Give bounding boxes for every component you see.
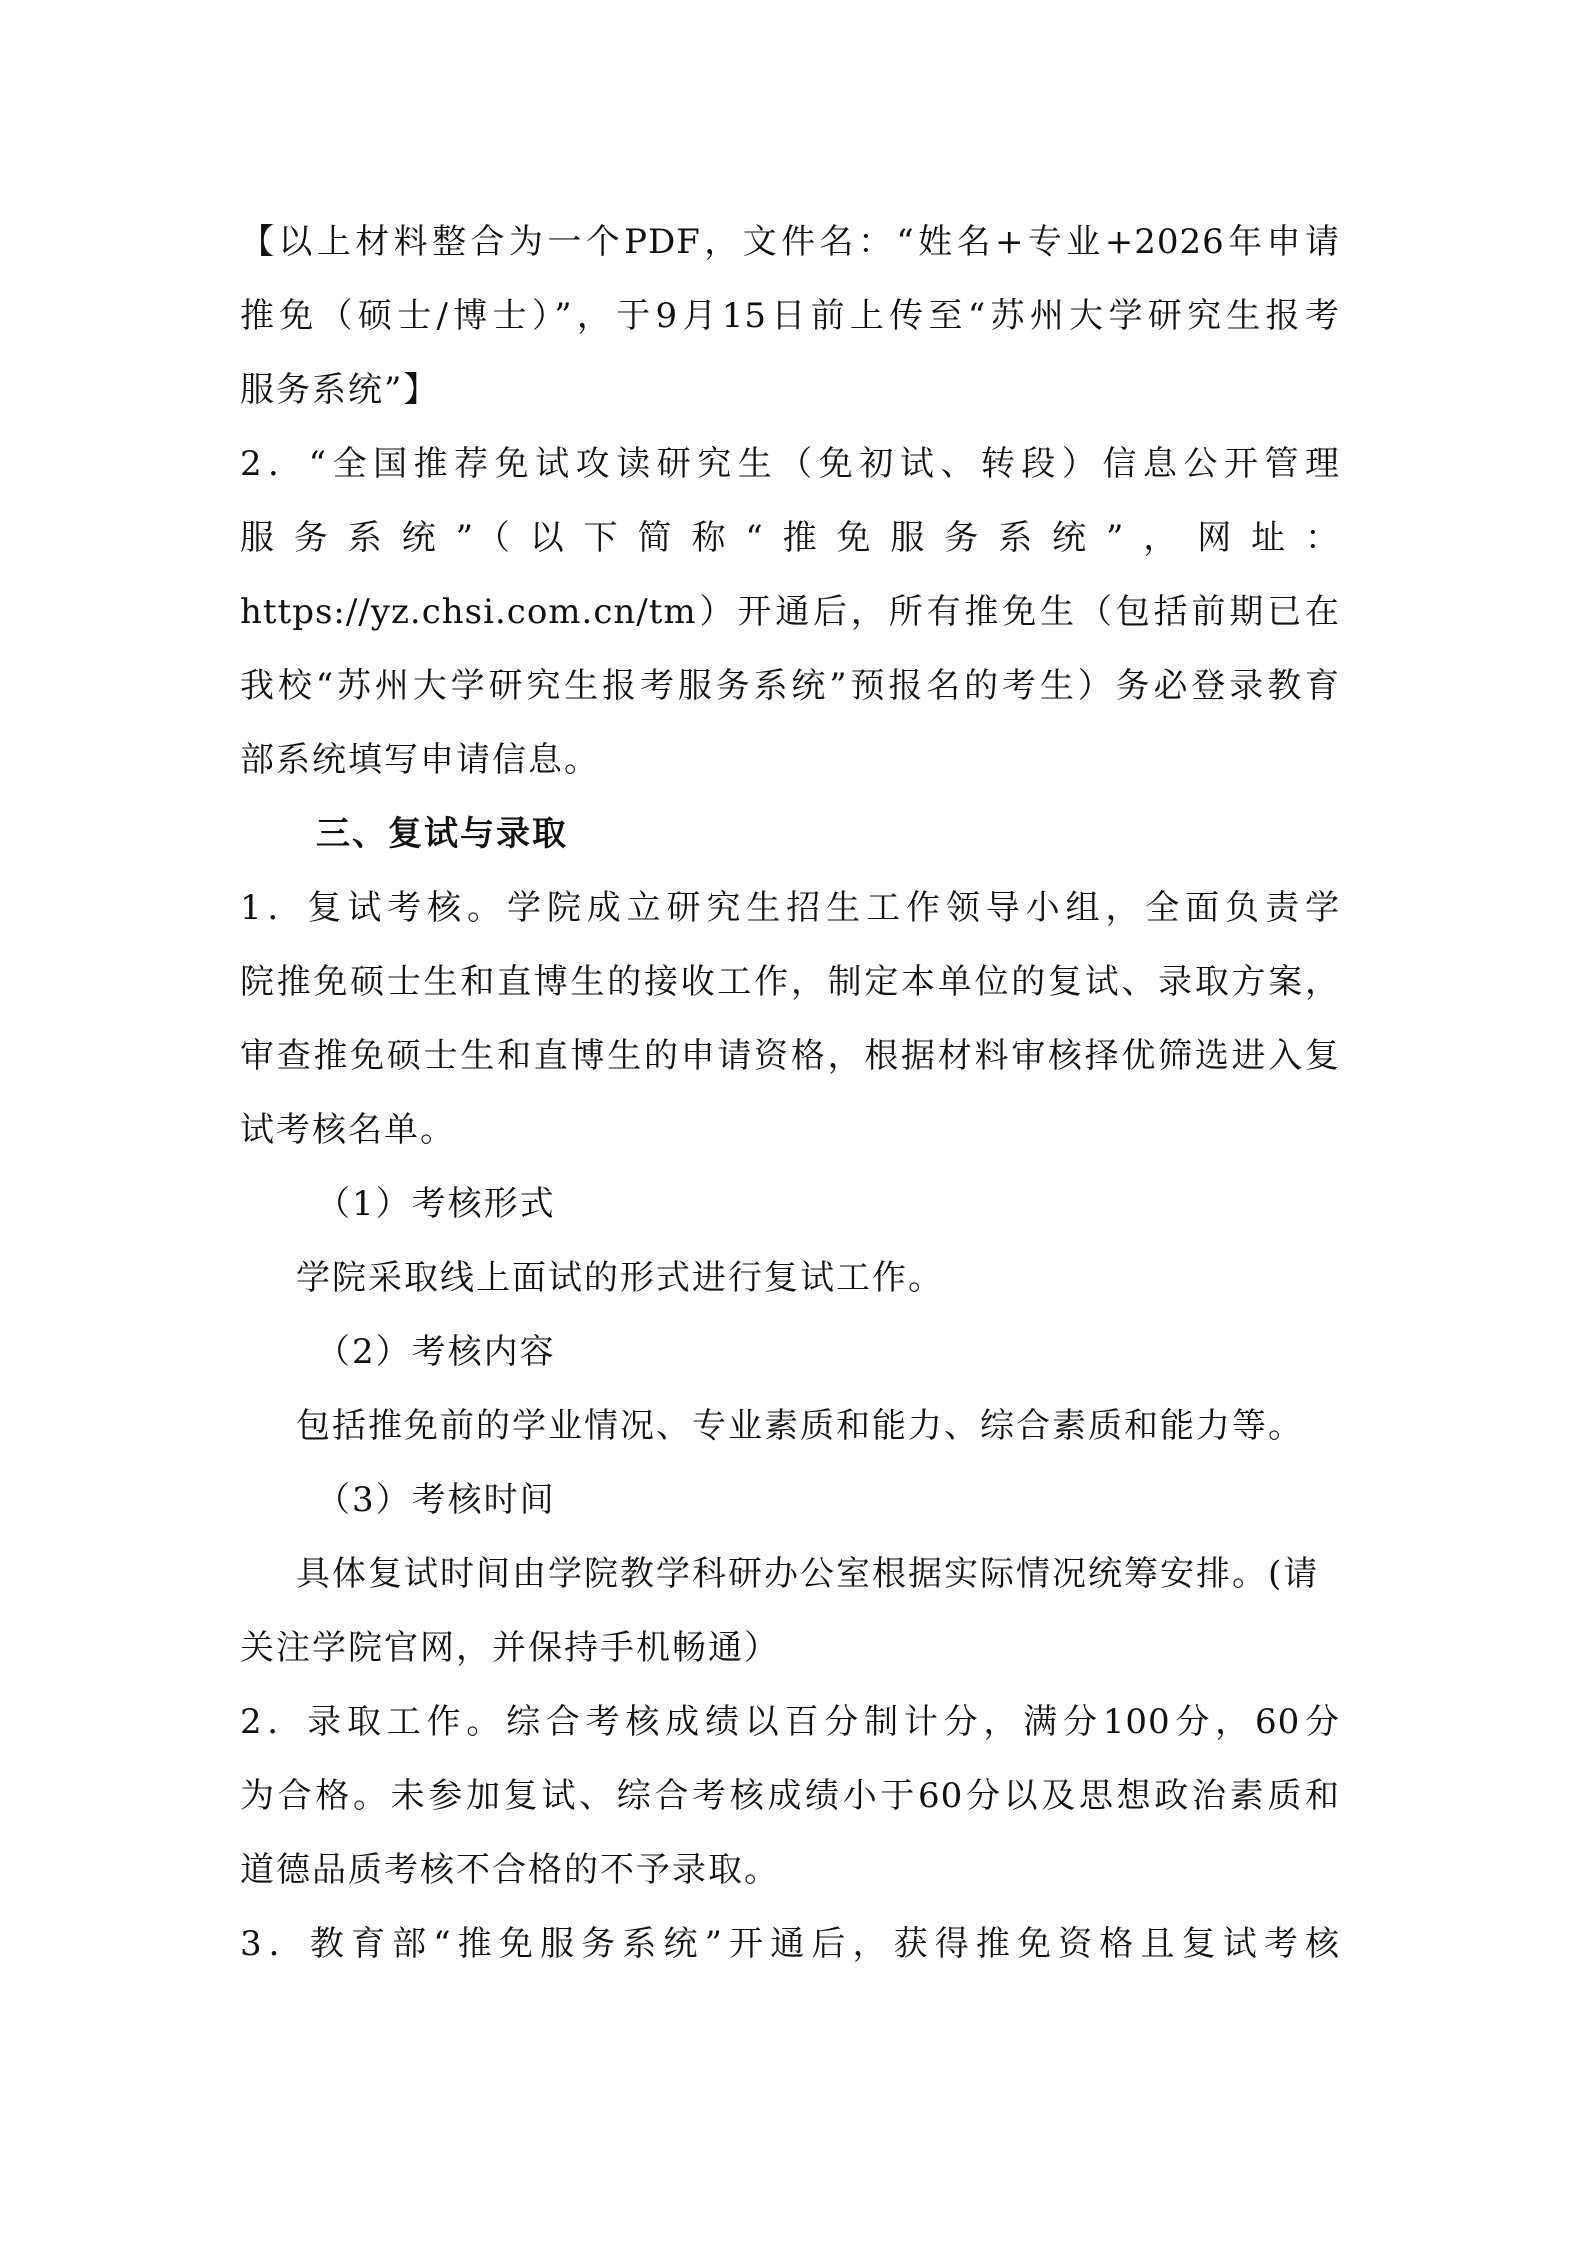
sub2-text: 包括推免前的学业情况、专业素质和能力、综合素质和能力等。 [296,1406,1304,1446]
sub1-title: （1）考核形式 [316,1184,556,1224]
item2-line-3: https://yz.chsi.com.cn/tm）开通后，所有推免生（包括前期已在 [240,592,1340,632]
section-heading: 三、复试与录取 [316,814,568,854]
materials-note-line-1: 【以上材料整合为一个PDF，文件名：“姓名+专业+2026年申请 [240,222,1340,262]
p2-line-2: 为合格。未参加复试、综合考核成绩小于60分以及思想政治素质和 [240,1776,1340,1816]
p1-line-2: 院推免硕士生和直博生的接收工作，制定本单位的复试、录取方案， [240,962,1340,1002]
p2-line-1: 2．录取工作。综合考核成绩以百分制计分，满分100分，60分 [240,1702,1340,1742]
sub3-title: （3）考核时间 [316,1480,556,1520]
p1-line-3: 审查推免硕士生和直博生的申请资格，根据材料审核择优筛选进入复 [240,1036,1340,1076]
p1-line-4: 试考核名单。 [240,1110,456,1150]
p1-line-1: 1．复试考核。学院成立研究生招生工作领导小组，全面负责学 [240,888,1340,928]
item2-line-1: 2．“全国推荐免试攻读研究生（免初试、转段）信息公开管理 [240,444,1340,484]
item2-line-5: 部系统填写申请信息。 [240,740,600,780]
p2-line-3: 道德品质考核不合格的不予录取。 [240,1850,780,1890]
materials-note-line-2: 推免（硕士/博士）”，于9月15日前上传至“苏州大学研究生报考 [240,296,1340,336]
sub1-text: 学院采取线上面试的形式进行复试工作。 [296,1258,944,1298]
sub3-line-2: 关注学院官网，并保持手机畅通） [240,1628,780,1668]
item2-line-2: 服务系统”（以下简称“推免服务系统”，网址： [240,518,1340,558]
sub2-title: （2）考核内容 [316,1332,556,1372]
sub3-line-1: 具体复试时间由学院教学科研办公室根据实际情况统筹安排。(请 [296,1554,1320,1594]
p3-line-1: 3．教育部“推免服务系统”开通后，获得推免资格且复试考核 [240,1924,1340,1964]
item2-line-4: 我校“苏州大学研究生报考服务系统”预报名的考生）务必登录教育 [240,666,1340,706]
materials-note-line-3: 服务系统”】 [240,370,440,410]
